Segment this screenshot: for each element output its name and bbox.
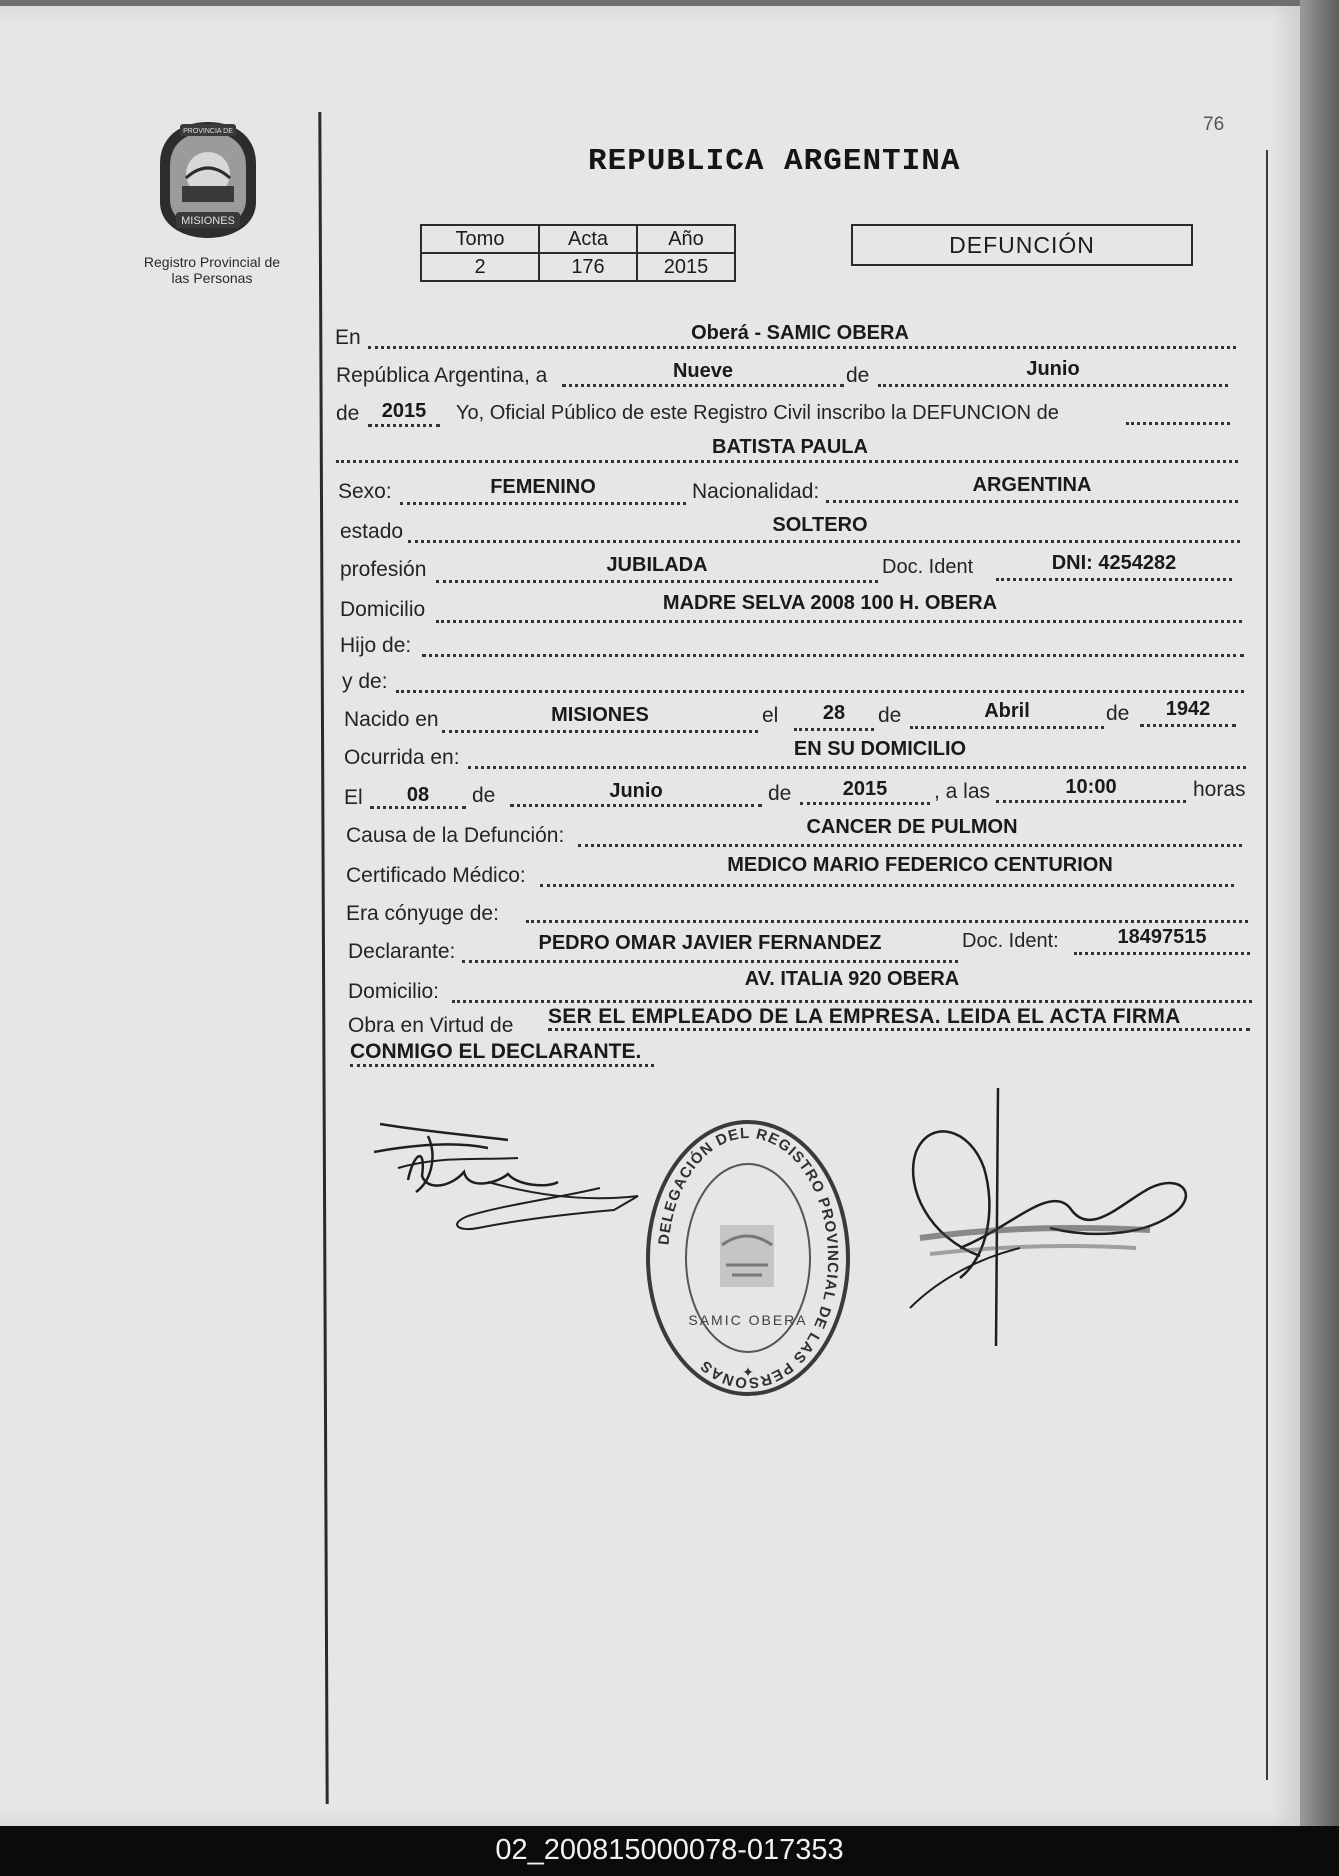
file-id-bar: [0, 1826, 1339, 1876]
birth-month-value: Abril: [984, 700, 1030, 722]
declarante-value: PEDRO OMAR JAVIER FERNANDEZ: [538, 932, 882, 954]
birth-day-line: [794, 728, 874, 731]
death-year-value: 2015: [842, 778, 888, 800]
hijo-line: [422, 654, 1244, 657]
causa-value: CANCER DE PULMON: [806, 816, 1018, 838]
registry-name: Registro Provincial de las Personas: [143, 254, 281, 286]
death-day-value: 08: [406, 784, 430, 806]
document-title: REPUBLICA ARGENTINA: [588, 144, 961, 179]
svg-text:SAMIC OBERA: SAMIC OBERA: [688, 1312, 808, 1328]
domicilio-value: MADRE SELVA 2008 100 H. OBERA: [662, 592, 998, 614]
domicilio2-line: [452, 1000, 1252, 1003]
en-line: [368, 346, 1236, 349]
nacionalidad-value: ARGENTINA: [972, 474, 1092, 496]
estado-line: [408, 540, 1240, 543]
conyuge-label: Era cónyuge de:: [346, 902, 499, 925]
en-label: En: [335, 326, 361, 349]
profesion-line: [436, 580, 878, 583]
de-label: de: [846, 364, 870, 387]
registry-stamp: [640, 1115, 856, 1401]
estado-label: estado: [340, 520, 404, 543]
death-time-value: 10:00: [1065, 776, 1117, 798]
sexo-line: [400, 502, 686, 505]
profesion-value: JUBILADA: [606, 554, 708, 576]
nombre-value: BATISTA PAULA: [712, 436, 868, 458]
death-time-line: [996, 800, 1186, 803]
yo-text: Yo, Oficial Público de este Registro Civil inscribo la DEFUNCION de: [456, 402, 1059, 424]
declarante-label: Declarante:: [348, 940, 456, 963]
birth-year-value: 1942: [1165, 698, 1211, 720]
page-number: 76: [1203, 114, 1225, 135]
de-death-year-label: de: [768, 782, 792, 805]
year-value: 2015: [381, 400, 427, 422]
ocurrida-label: Ocurrida en:: [344, 746, 460, 769]
tomo-value: 2: [421, 253, 539, 281]
el2-label: El: [344, 786, 363, 809]
nacido-label: Nacido en: [344, 708, 439, 731]
nacido-value: MISIONES: [551, 704, 649, 726]
day-line: [562, 384, 844, 387]
declarant-signature: [368, 1112, 644, 1242]
obra-line-1: [548, 1028, 1250, 1031]
svg-text:MISIONES: MISIONES: [181, 215, 235, 227]
declarante-line: [462, 960, 958, 963]
certificado-label: Certificado Médico:: [346, 864, 526, 887]
lugar-value: Oberá - SAMIC OBERA: [691, 322, 909, 344]
month-value: Junio: [1026, 358, 1080, 380]
death-month-line: [510, 804, 762, 807]
yde-line: [396, 690, 1244, 693]
yde-label: y de:: [342, 670, 388, 693]
birth-month-line: [910, 726, 1104, 729]
year-line: [368, 424, 440, 427]
day-value: Nueve: [672, 360, 734, 382]
de-death-month-label: de: [472, 784, 496, 807]
doc-ident-value: DNI: 4254282: [1051, 552, 1177, 574]
ano-value: 2015: [637, 253, 735, 281]
file-id: 02_200815000078-017353: [495, 1834, 844, 1866]
birth-year-line: [1140, 724, 1236, 727]
de-birth-year-label: de: [1106, 702, 1130, 725]
death-year-line: [800, 802, 930, 805]
obra-value-line2: CONMIGO EL DECLARANTE.: [350, 1040, 642, 1063]
svg-text:PROVINCIA DE: PROVINCIA DE: [183, 128, 233, 135]
ocurrida-line: [468, 766, 1246, 769]
nacionalidad-label: Nacionalidad:: [692, 480, 820, 503]
ano-header: Año: [637, 225, 735, 253]
sheet-edge: [1300, 0, 1339, 1826]
svg-text:DELEGACIÓN DEL REGISTRO PROVIN: DELEGACIÓN DEL REGISTRO PROVINCIAL DE LAS PERSONAS: [655, 1124, 842, 1392]
nombre-line: [336, 460, 1238, 463]
el-label: el: [762, 704, 779, 727]
domicilio2-label: Domicilio:: [348, 980, 440, 1003]
nacido-line: [442, 730, 758, 733]
doc-ident-label: Doc. Ident: [882, 556, 974, 578]
doc-ident2-label: Doc. Ident:: [962, 930, 1059, 952]
ocurrida-value: EN SU DOMICILIO: [793, 738, 967, 760]
alas-label: , a las: [934, 780, 991, 803]
doc-ident2-line: [1074, 952, 1250, 955]
doc-ident-line: [996, 578, 1232, 581]
nacionalidad-line: [826, 500, 1238, 503]
acta-value: 176: [539, 253, 637, 281]
profesion-label: profesión: [340, 558, 427, 581]
acta-table-value-row: [421, 253, 735, 281]
right-margin-line: [1266, 150, 1268, 1780]
doc-ident2-value: 18497515: [1117, 926, 1207, 948]
tomo-header: Tomo: [421, 225, 539, 253]
domicilio-label: Domicilio: [340, 598, 426, 621]
acta-table-header-row: [421, 225, 735, 253]
acta-table: [420, 224, 736, 282]
domicilio2-value: AV. ITALIA 920 OBERA: [744, 968, 960, 990]
birth-day-value: 28: [822, 702, 846, 724]
causa-label: Causa de la Defunción:: [346, 824, 565, 847]
death-month-value: Junio: [609, 780, 663, 802]
obra-line-2: [350, 1064, 654, 1067]
hijo-label: Hijo de:: [340, 634, 412, 657]
obra-label: Obra en Virtud de: [348, 1014, 514, 1037]
republica-label: República Argentina, a: [336, 364, 548, 387]
horas-label: horas: [1193, 778, 1246, 801]
certificado-line: [540, 884, 1234, 887]
record-type-box: DEFUNCIÓN: [851, 224, 1193, 266]
sexo-value: FEMENINO: [490, 476, 596, 498]
province-emblem-icon: [152, 118, 264, 242]
svg-text:✦: ✦: [742, 1365, 754, 1381]
month-line: [878, 384, 1228, 387]
defuncion-line: [1126, 422, 1230, 425]
estado-value: SOLTERO: [772, 514, 868, 536]
de-birth-month-label: de: [878, 704, 902, 727]
official-signature: [900, 1088, 1190, 1348]
conyuge-line: [526, 920, 1248, 923]
sexo-label: Sexo:: [338, 480, 392, 503]
certificado-value: MEDICO MARIO FEDERICO CENTURION: [727, 854, 1113, 876]
acta-header: Acta: [539, 225, 637, 253]
de-year-label: de: [336, 402, 360, 425]
causa-line: [578, 844, 1242, 847]
obra-value-line1: SER EL EMPLEADO DE LA EMPRESA. LEIDA EL ACTA FIRMA: [548, 1005, 1181, 1028]
domicilio-line: [436, 620, 1242, 623]
